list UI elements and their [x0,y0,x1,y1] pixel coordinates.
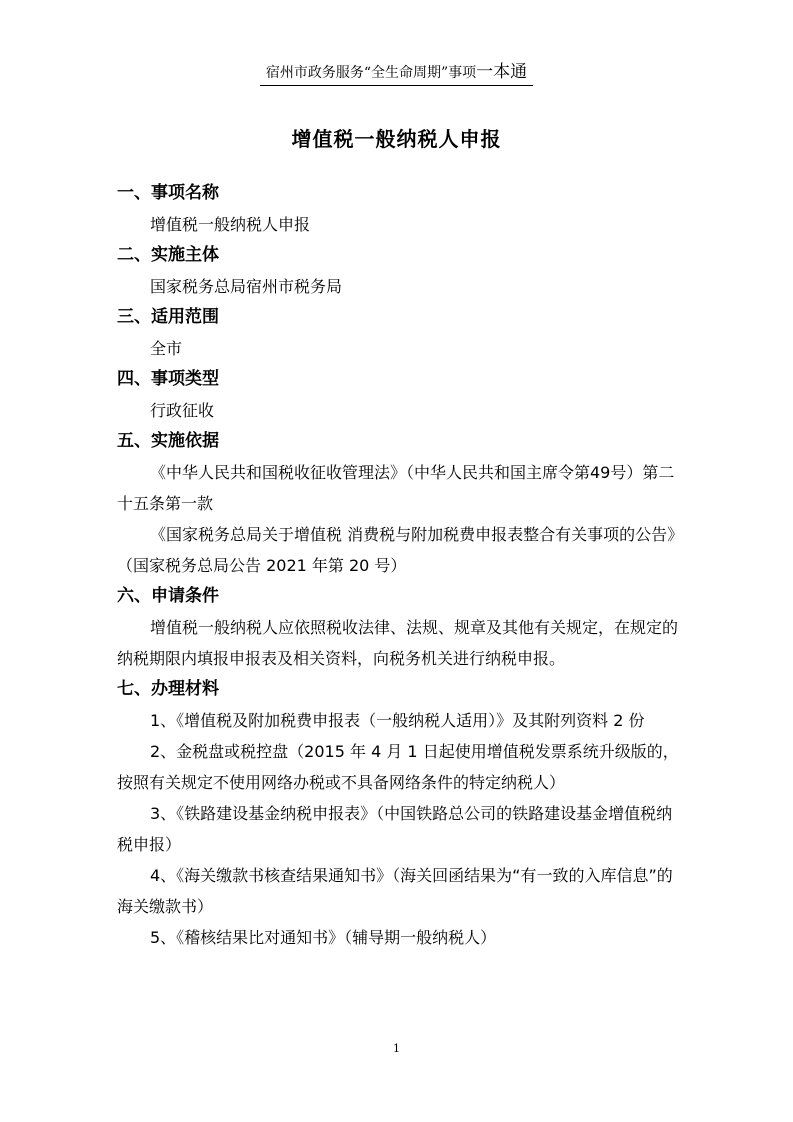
section-heading: 六、申请条件 [117,586,219,606]
section-legal-basis [117,426,687,581]
section-paragraph: 增值税一般纳税人应依照税收法律、法规、规章及其他有关规定，在规定的纳税期限内填报申报表及相关资料，向税务机关进行纳税申报。 [117,618,679,668]
document-body [117,178,687,953]
header-text: 宿州市政务服务“全生命周期”事项 [265,65,477,81]
section-heading: 一、事项名称 [117,183,219,203]
header-underline [260,62,533,86]
material-item: 1、《增值税及附加税费申报表（一般纳税人适用）》及其附列资料 2 份 [150,711,645,730]
material-item: 3、《铁路建设基金纳税申报表》（中国铁路总公司的铁路建设基金增值税纳税申报） [117,804,673,854]
section-paragraph: 全市 [150,339,183,358]
section-heading: 七、办理材料 [117,679,219,699]
section-conditions [117,581,687,674]
section-heading: 二、实施主体 [117,245,219,265]
header-suffix: 一本通 [476,62,528,82]
section-materials [117,674,687,953]
section-paragraph: 《国家税务总局关于增值税 消费税与附加税费申报表整合有关事项的公告》（国家税务总局公告 2021 年第 20 号） [117,525,684,575]
section-paragraph: 《中华人民共和国税收征收管理法》（中华人民共和国主席令第49号）第二十五条第一款 [117,463,675,513]
section-paragraph: 行政征收 [150,401,215,420]
section-implementing-body [117,240,687,302]
section-paragraph: 国家税务总局宿州市税务局 [150,277,343,296]
page-number: 1 [393,1042,400,1055]
document-title: 增值税一般纳税人申报 [291,127,502,151]
section-item-type [117,364,687,426]
section-item-name [117,178,687,240]
section-heading: 三、适用范围 [117,307,219,327]
section-scope [117,302,687,364]
section-paragraph: 增值税一般纳税人申报 [150,215,311,234]
material-item: 2、金税盘或税控盘（2015 年 4 月 1 日起使用增值税发票系统升级版的，按照有关规定不使用网络办税或不具备网络条件的特定纳税人） [117,742,679,792]
page-header [0,62,793,86]
material-item: 4、《海关缴款书核查结果通知书》（海关回函结果为“有一致的入库信息”的海关缴款书） [117,866,673,916]
section-heading: 四、事项类型 [117,369,219,389]
material-item: 5、《稽核结果比对通知书》（辅导期一般纳税人） [150,928,497,947]
section-heading: 五、实施依据 [117,431,219,451]
